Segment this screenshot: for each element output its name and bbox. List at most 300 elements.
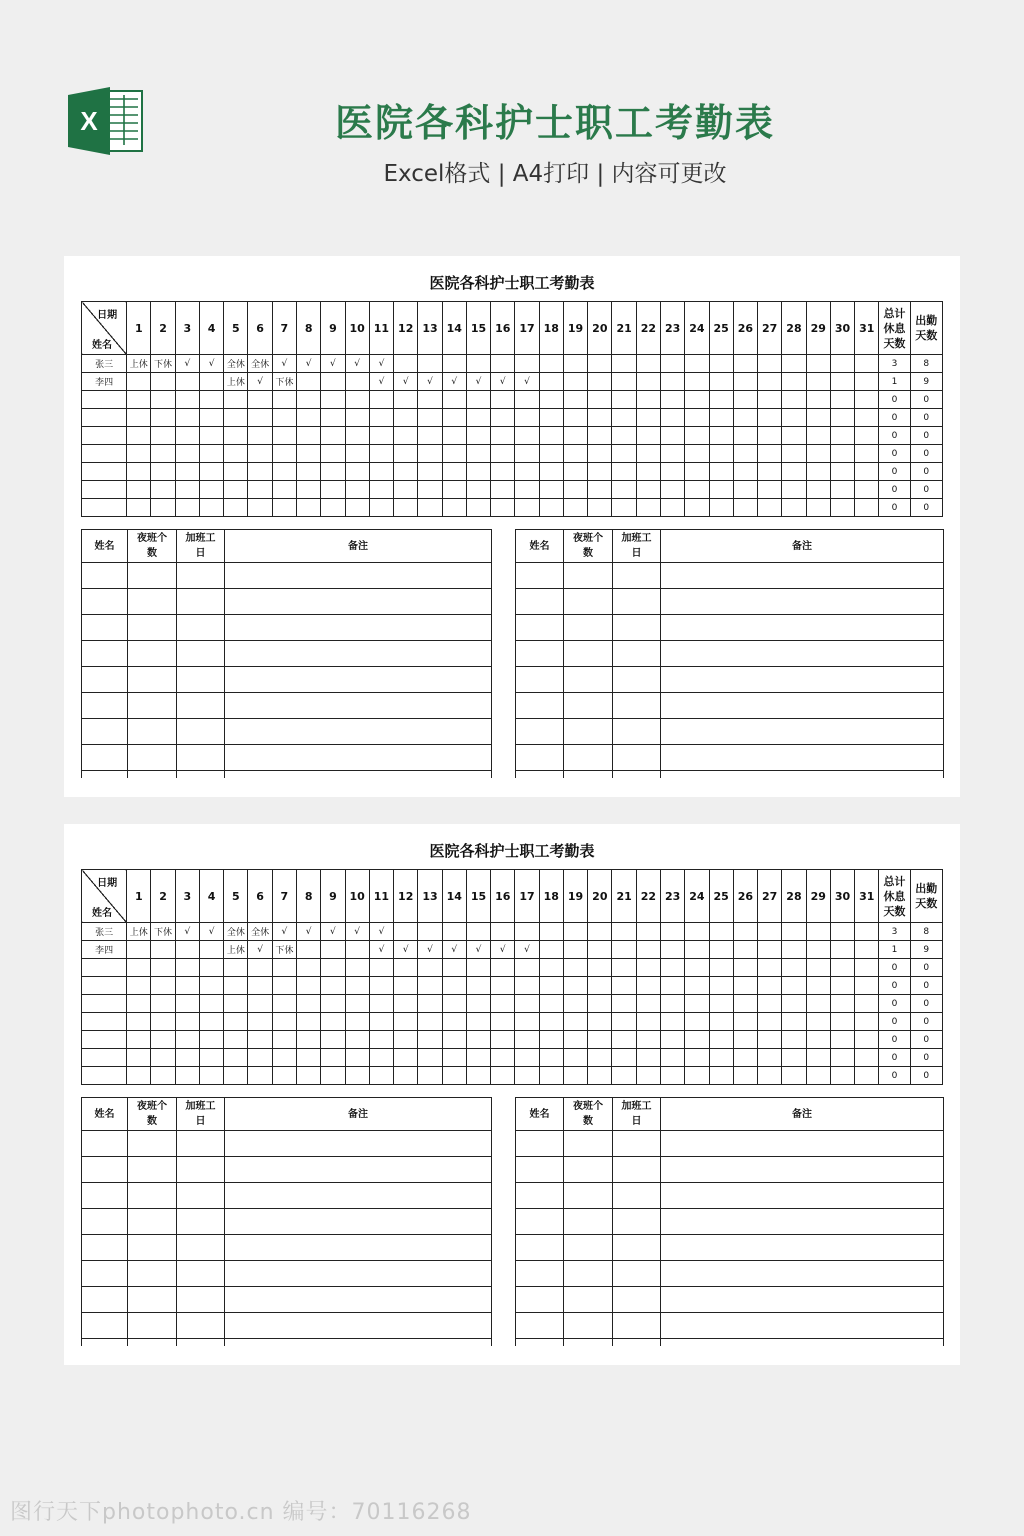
notes-cell bbox=[82, 589, 128, 615]
attendance-cell bbox=[636, 427, 660, 445]
attendance-cell bbox=[612, 481, 636, 499]
attendance-cell bbox=[345, 409, 369, 427]
notes-cell bbox=[128, 563, 177, 589]
attendance-cell bbox=[636, 481, 660, 499]
attendance-cell bbox=[127, 1067, 151, 1085]
work-days-value: 0 bbox=[910, 427, 943, 445]
attendance-cell bbox=[151, 409, 175, 427]
rest-days-value: 0 bbox=[879, 427, 910, 445]
table-row bbox=[82, 427, 943, 445]
attendance-cell bbox=[830, 959, 854, 977]
attendance-cell bbox=[636, 409, 660, 427]
day-header: 29 bbox=[806, 870, 830, 923]
attendance-cell: 全休 bbox=[224, 355, 248, 373]
attendance-cell: 上休 bbox=[127, 355, 151, 373]
attendance-cell: √ bbox=[442, 373, 466, 391]
attendance-cell bbox=[345, 1067, 369, 1085]
attendance-cell bbox=[394, 463, 418, 481]
attendance-cell bbox=[563, 481, 587, 499]
attendance-cell bbox=[466, 445, 490, 463]
attendance-cell bbox=[418, 1013, 442, 1031]
attendance-cell bbox=[394, 499, 418, 517]
attendance-cell bbox=[733, 355, 757, 373]
attendance-cell: √ bbox=[442, 941, 466, 959]
attendance-cell bbox=[466, 1013, 490, 1031]
attendance-cell bbox=[661, 1067, 685, 1085]
attendance-cell bbox=[830, 977, 854, 995]
attendance-cell bbox=[175, 391, 199, 409]
attendance-cell bbox=[830, 391, 854, 409]
attendance-cell bbox=[636, 1067, 660, 1085]
notes-table-right bbox=[515, 1097, 944, 1346]
attendance-cell bbox=[563, 427, 587, 445]
notes-cell bbox=[177, 1157, 225, 1183]
attendance-cell bbox=[588, 391, 612, 409]
attendance-cell bbox=[612, 355, 636, 373]
attendance-cell bbox=[636, 373, 660, 391]
attendance-cell bbox=[758, 1013, 782, 1031]
attendance-cell bbox=[661, 1049, 685, 1067]
attendance-cell bbox=[345, 481, 369, 499]
notes-cell bbox=[613, 589, 661, 615]
attendance-cell bbox=[733, 427, 757, 445]
notes-row bbox=[516, 641, 944, 667]
attendance-cell bbox=[588, 427, 612, 445]
notes-cell bbox=[82, 1235, 128, 1261]
notes-table-right bbox=[515, 529, 944, 778]
attendance-cell bbox=[248, 1031, 272, 1049]
attendance-cell: √ bbox=[418, 941, 442, 959]
attendance-cell bbox=[733, 499, 757, 517]
attendance-cell bbox=[685, 977, 709, 995]
notes-row bbox=[516, 693, 944, 719]
attendance-cell bbox=[685, 1031, 709, 1049]
attendance-cell bbox=[442, 1013, 466, 1031]
notes-cell bbox=[82, 693, 128, 719]
notes-cell bbox=[82, 1261, 128, 1287]
attendance-cell bbox=[297, 1031, 321, 1049]
attendance-cell: √ bbox=[369, 923, 393, 941]
notes-cell bbox=[225, 1313, 492, 1339]
notes-cell bbox=[516, 589, 564, 615]
notes-cell bbox=[564, 1339, 613, 1347]
attendance-cell bbox=[685, 355, 709, 373]
attendance-cell bbox=[539, 481, 563, 499]
rest-days-value: 1 bbox=[879, 373, 910, 391]
attendance-cell bbox=[345, 1013, 369, 1031]
attendance-cell bbox=[855, 1031, 879, 1049]
day-header: 3 bbox=[175, 870, 199, 923]
attendance-cell bbox=[539, 463, 563, 481]
attendance-cell bbox=[466, 409, 490, 427]
attendance-cell bbox=[224, 391, 248, 409]
notes-cell bbox=[225, 745, 492, 771]
notes-cell bbox=[82, 771, 128, 779]
attendance-cell bbox=[733, 923, 757, 941]
attendance-cell bbox=[127, 1013, 151, 1031]
rest-days-value: 0 bbox=[879, 1013, 910, 1031]
attendance-cell bbox=[491, 1013, 515, 1031]
attendance-cell bbox=[539, 1013, 563, 1031]
attendance-cell bbox=[272, 481, 296, 499]
attendance-cell bbox=[224, 995, 248, 1013]
attendance-cell bbox=[733, 1067, 757, 1085]
notes-cell bbox=[82, 1209, 128, 1235]
rest-days-value: 3 bbox=[879, 355, 910, 373]
attendance-cell bbox=[855, 941, 879, 959]
attendance-cell bbox=[806, 923, 830, 941]
notes-row bbox=[82, 1183, 492, 1209]
notes-cell bbox=[177, 1209, 225, 1235]
attendance-cell bbox=[151, 959, 175, 977]
attendance-cell bbox=[782, 355, 806, 373]
table-row bbox=[82, 409, 943, 427]
notes-cell bbox=[128, 693, 177, 719]
employee-name bbox=[82, 463, 127, 481]
attendance-cell bbox=[612, 1013, 636, 1031]
table-row bbox=[82, 1013, 943, 1031]
attendance-cell bbox=[321, 1067, 345, 1085]
notes-row bbox=[516, 745, 944, 771]
attendance-cell bbox=[563, 355, 587, 373]
attendance-cell bbox=[709, 995, 733, 1013]
day-header: 27 bbox=[758, 870, 782, 923]
notes-cell bbox=[177, 1235, 225, 1261]
attendance-cell bbox=[491, 481, 515, 499]
attendance-cell bbox=[782, 427, 806, 445]
attendance-cell bbox=[175, 445, 199, 463]
attendance-cell bbox=[855, 409, 879, 427]
attendance-cell bbox=[612, 427, 636, 445]
attendance-cell: 下休 bbox=[272, 373, 296, 391]
attendance-cell: √ bbox=[248, 941, 272, 959]
attendance-cell: √ bbox=[515, 373, 539, 391]
name-header: 姓名 bbox=[82, 1098, 128, 1131]
notes-cell bbox=[128, 667, 177, 693]
notes-cell bbox=[661, 1131, 944, 1157]
attendance-cell bbox=[151, 481, 175, 499]
attendance-cell bbox=[758, 391, 782, 409]
attendance-cell bbox=[199, 427, 223, 445]
attendance-cell bbox=[515, 1031, 539, 1049]
attendance-cell bbox=[855, 373, 879, 391]
attendance-cell bbox=[321, 445, 345, 463]
attendance-cell bbox=[466, 391, 490, 409]
notes-cell bbox=[564, 1131, 613, 1157]
attendance-cell bbox=[224, 481, 248, 499]
notes-cell bbox=[128, 1209, 177, 1235]
attendance-cell bbox=[127, 995, 151, 1013]
sheet-title: 医院各科护士职工考勤表 bbox=[429, 274, 595, 292]
table-row bbox=[82, 445, 943, 463]
rest-days-value: 0 bbox=[879, 977, 910, 995]
day-header: 17 bbox=[515, 302, 539, 355]
table-row bbox=[82, 373, 943, 391]
attendance-cell bbox=[709, 463, 733, 481]
attendance-cell bbox=[466, 923, 490, 941]
attendance-cell bbox=[612, 373, 636, 391]
attendance-cell bbox=[369, 499, 393, 517]
attendance-cell bbox=[127, 959, 151, 977]
attendance-cell bbox=[758, 1049, 782, 1067]
notes-cell bbox=[564, 693, 613, 719]
rest-days-value: 0 bbox=[879, 1067, 910, 1085]
svg-text:X: X bbox=[80, 106, 98, 136]
attendance-cell bbox=[442, 409, 466, 427]
attendance-cell bbox=[612, 409, 636, 427]
notes-cell bbox=[564, 1261, 613, 1287]
attendance-cell: √ bbox=[272, 355, 296, 373]
attendance-days-header: 出勤天数 bbox=[910, 302, 943, 355]
attendance-cell: 上休 bbox=[127, 923, 151, 941]
notes-row bbox=[82, 1235, 492, 1261]
attendance-cell bbox=[830, 481, 854, 499]
attendance-cell bbox=[199, 1031, 223, 1049]
attendance-cell bbox=[782, 1049, 806, 1067]
notes-row bbox=[516, 1261, 944, 1287]
attendance-cell bbox=[612, 977, 636, 995]
notes-cell bbox=[661, 615, 944, 641]
attendance-cell bbox=[612, 923, 636, 941]
notes-cell bbox=[177, 589, 225, 615]
notes-cell bbox=[82, 615, 128, 641]
attendance-cell bbox=[466, 959, 490, 977]
notes-cell bbox=[177, 641, 225, 667]
attendance-cell bbox=[539, 1031, 563, 1049]
notes-row bbox=[82, 1313, 492, 1339]
attendance-cell bbox=[636, 391, 660, 409]
notes-cell bbox=[225, 1183, 492, 1209]
attendance-cell bbox=[297, 463, 321, 481]
table-row bbox=[82, 355, 943, 373]
notes-cell bbox=[661, 589, 944, 615]
notes-cell bbox=[128, 1339, 177, 1347]
day-header: 1 bbox=[127, 302, 151, 355]
notes-cell bbox=[225, 641, 492, 667]
attendance-table bbox=[81, 869, 943, 1085]
employee-name bbox=[82, 1049, 127, 1067]
attendance-cell bbox=[127, 499, 151, 517]
attendance-cell bbox=[588, 355, 612, 373]
attendance-cell bbox=[127, 427, 151, 445]
attendance-cell bbox=[563, 1049, 587, 1067]
attendance-cell bbox=[782, 499, 806, 517]
notes-cell bbox=[177, 745, 225, 771]
attendance-cell bbox=[612, 941, 636, 959]
attendance-cell bbox=[369, 1049, 393, 1067]
attendance-cell bbox=[661, 1031, 685, 1049]
attendance-cell bbox=[175, 499, 199, 517]
attendance-cell bbox=[127, 1031, 151, 1049]
attendance-cell bbox=[612, 463, 636, 481]
notes-cell bbox=[128, 1235, 177, 1261]
attendance-cell bbox=[539, 373, 563, 391]
attendance-cell bbox=[588, 1013, 612, 1031]
attendance-cell bbox=[491, 1031, 515, 1049]
notes-cell bbox=[225, 1131, 492, 1157]
day-header: 9 bbox=[321, 302, 345, 355]
attendance-cell bbox=[588, 1067, 612, 1085]
attendance-cell bbox=[612, 995, 636, 1013]
attendance-cell bbox=[151, 977, 175, 995]
overtime-header: 加班工日 bbox=[613, 530, 661, 563]
notes-cell bbox=[564, 589, 613, 615]
attendance-sheet-1 bbox=[64, 256, 960, 797]
attendance-cell bbox=[345, 373, 369, 391]
notes-cell bbox=[82, 563, 128, 589]
attendance-cell bbox=[321, 463, 345, 481]
notes-cell bbox=[613, 1287, 661, 1313]
attendance-cell: √ bbox=[272, 923, 296, 941]
attendance-cell bbox=[175, 959, 199, 977]
attendance-cell bbox=[248, 391, 272, 409]
attendance-cell bbox=[782, 923, 806, 941]
attendance-cell bbox=[272, 1031, 296, 1049]
attendance-cell bbox=[491, 427, 515, 445]
day-header: 16 bbox=[491, 302, 515, 355]
work-days-value: 9 bbox=[910, 941, 943, 959]
attendance-cell bbox=[175, 1049, 199, 1067]
employee-name bbox=[82, 391, 127, 409]
attendance-cell bbox=[272, 1013, 296, 1031]
attendance-cell bbox=[636, 1013, 660, 1031]
notes-cell bbox=[128, 1261, 177, 1287]
attendance-cell bbox=[297, 427, 321, 445]
attendance-cell bbox=[491, 355, 515, 373]
attendance-cell bbox=[563, 923, 587, 941]
attendance-cell bbox=[612, 499, 636, 517]
notes-cell bbox=[225, 615, 492, 641]
attendance-cell bbox=[758, 463, 782, 481]
notes-row bbox=[82, 667, 492, 693]
attendance-cell bbox=[199, 959, 223, 977]
attendance-cell bbox=[515, 427, 539, 445]
attendance-cell bbox=[466, 499, 490, 517]
notes-cell bbox=[82, 1183, 128, 1209]
attendance-cell bbox=[539, 355, 563, 373]
work-days-value: 8 bbox=[910, 355, 943, 373]
work-days-value: 0 bbox=[910, 995, 943, 1013]
attendance-cell bbox=[661, 923, 685, 941]
notes-row bbox=[82, 1287, 492, 1313]
attendance-cell bbox=[491, 445, 515, 463]
attendance-cell bbox=[418, 427, 442, 445]
attendance-cell bbox=[466, 355, 490, 373]
attendance-cell bbox=[758, 1031, 782, 1049]
notes-cell bbox=[661, 1261, 944, 1287]
notes-cell bbox=[516, 1209, 564, 1235]
notes-cell bbox=[82, 1131, 128, 1157]
attendance-cell bbox=[709, 941, 733, 959]
notes-cell bbox=[82, 1313, 128, 1339]
attendance-cell bbox=[272, 1049, 296, 1067]
attendance-cell bbox=[272, 445, 296, 463]
notes-cell bbox=[516, 1183, 564, 1209]
attendance-cell bbox=[830, 1067, 854, 1085]
attendance-cell bbox=[297, 959, 321, 977]
attendance-cell bbox=[272, 977, 296, 995]
attendance-cell bbox=[563, 445, 587, 463]
attendance-cell bbox=[758, 1067, 782, 1085]
attendance-cell bbox=[539, 923, 563, 941]
attendance-cell bbox=[321, 1031, 345, 1049]
attendance-cell bbox=[248, 1013, 272, 1031]
rest-days-value: 0 bbox=[879, 1049, 910, 1067]
attendance-cell bbox=[709, 959, 733, 977]
attendance-cell bbox=[806, 499, 830, 517]
attendance-cell bbox=[612, 1049, 636, 1067]
employee-name bbox=[82, 1067, 127, 1085]
attendance-cell bbox=[297, 391, 321, 409]
day-header: 25 bbox=[709, 302, 733, 355]
attendance-cell bbox=[272, 995, 296, 1013]
attendance-cell bbox=[733, 445, 757, 463]
attendance-cell: √ bbox=[199, 355, 223, 373]
attendance-cell bbox=[491, 463, 515, 481]
attendance-cell bbox=[758, 499, 782, 517]
attendance-cell bbox=[830, 923, 854, 941]
rest-days-value: 0 bbox=[879, 391, 910, 409]
table-row bbox=[82, 481, 943, 499]
attendance-cell bbox=[758, 959, 782, 977]
attendance-cell bbox=[127, 409, 151, 427]
attendance-cell bbox=[782, 373, 806, 391]
attendance-cell bbox=[636, 959, 660, 977]
notes-cell bbox=[564, 1209, 613, 1235]
attendance-cell bbox=[175, 427, 199, 445]
attendance-cell bbox=[563, 373, 587, 391]
attendance-cell bbox=[418, 445, 442, 463]
attendance-cell bbox=[491, 977, 515, 995]
attendance-cell bbox=[782, 977, 806, 995]
attendance-cell bbox=[830, 995, 854, 1013]
attendance-cell bbox=[661, 481, 685, 499]
day-header: 25 bbox=[709, 870, 733, 923]
attendance-cell bbox=[830, 355, 854, 373]
attendance-cell bbox=[491, 1049, 515, 1067]
notes-cell bbox=[225, 719, 492, 745]
notes-cell bbox=[177, 693, 225, 719]
attendance-cell bbox=[345, 1049, 369, 1067]
notes-cell bbox=[516, 1157, 564, 1183]
attendance-cell bbox=[758, 445, 782, 463]
notes-cell bbox=[177, 1183, 225, 1209]
attendance-cell bbox=[199, 373, 223, 391]
attendance-cell bbox=[855, 959, 879, 977]
attendance-cell bbox=[515, 1013, 539, 1031]
day-header: 31 bbox=[855, 302, 879, 355]
attendance-cell bbox=[394, 355, 418, 373]
attendance-cell bbox=[661, 409, 685, 427]
notes-cell bbox=[613, 719, 661, 745]
attendance-cell bbox=[733, 1031, 757, 1049]
work-days-value: 0 bbox=[910, 391, 943, 409]
attendance-cell bbox=[321, 977, 345, 995]
attendance-cell bbox=[248, 481, 272, 499]
attendance-cell: 上休 bbox=[224, 373, 248, 391]
notes-cell bbox=[128, 615, 177, 641]
attendance-cell bbox=[272, 391, 296, 409]
attendance-cell bbox=[806, 1067, 830, 1085]
day-header: 19 bbox=[563, 302, 587, 355]
attendance-cell bbox=[661, 499, 685, 517]
attendance-cell bbox=[588, 445, 612, 463]
attendance-cell bbox=[685, 923, 709, 941]
attendance-cell bbox=[466, 481, 490, 499]
notes-cell bbox=[613, 1157, 661, 1183]
night-shift-header: 夜班个数 bbox=[564, 1098, 613, 1131]
attendance-cell bbox=[418, 1049, 442, 1067]
